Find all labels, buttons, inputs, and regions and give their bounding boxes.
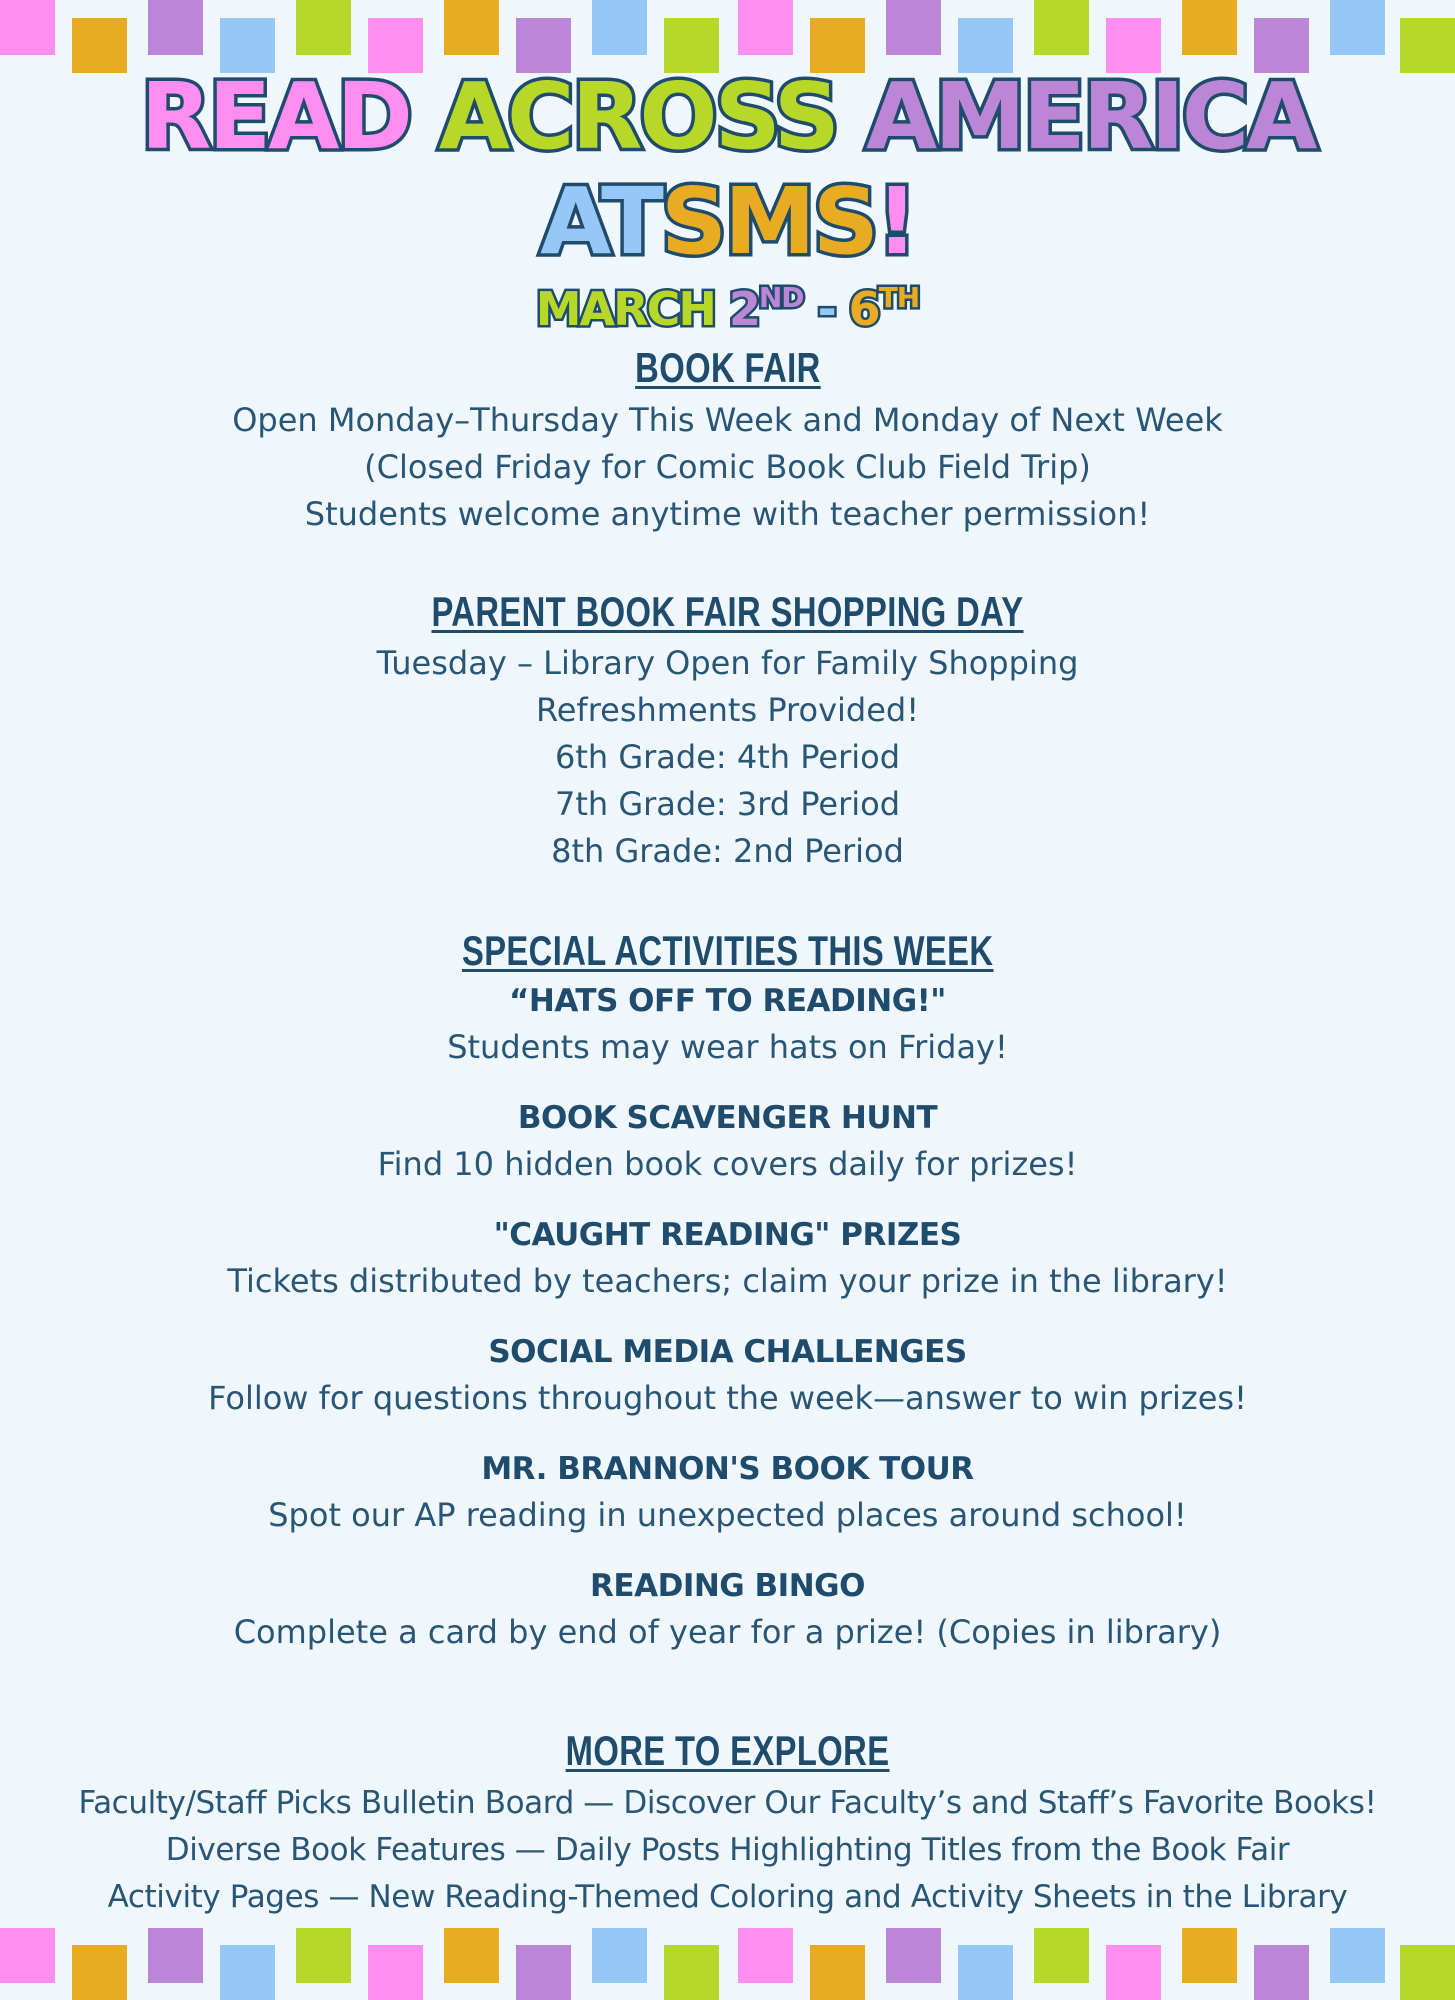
parent-shopping-day-section: [0, 587, 1455, 875]
parent-day-line: 7th Grade: 3rd Period: [554, 785, 901, 823]
square-decoration: [738, 0, 793, 55]
square-decoration: [592, 1928, 647, 1983]
activity-description: Find 10 hidden book covers daily for prizes!: [377, 1145, 1078, 1183]
more-to-explore-section: [0, 1726, 1455, 1921]
parent-day-line: 6th Grade: 4th Period: [554, 738, 900, 776]
date-start-num: 2: [728, 282, 759, 336]
date-dash: -: [817, 282, 835, 336]
headline-exclamation: !: [875, 168, 915, 275]
activity-name: SOCIAL MEDIA CHALLENGES: [488, 1334, 967, 1370]
square-decoration: [886, 1928, 941, 1983]
book-fair-line: (Closed Friday for Comic Book Club Field Trip): [364, 448, 1091, 486]
parent-day-line: Refreshments Provided!: [535, 691, 920, 729]
date-start: [729, 282, 804, 336]
square-decoration: [592, 0, 647, 55]
square-decoration: [444, 0, 499, 55]
square-decoration: [1182, 0, 1237, 55]
square-decoration: [0, 0, 55, 55]
square-decoration: [1034, 1928, 1089, 1983]
special-activities-title: SPECIAL ACTIVITIES THIS WEEK: [461, 927, 994, 974]
date-month: MARCH: [535, 282, 715, 336]
square-decoration: [296, 0, 351, 55]
activity-description: Students may wear hats on Friday!: [447, 1028, 1008, 1066]
special-activities-section: [0, 926, 1455, 1656]
explore-line: Activity Pages — New Reading-Themed Coloring and Activity Sheets in the Library: [107, 1879, 1348, 1915]
more-to-explore-title: MORE TO EXPLORE: [565, 1727, 890, 1774]
square-decoration: [0, 1928, 55, 1983]
explore-line: Diverse Book Features — Daily Posts Highlighting Titles from the Book Fair: [165, 1832, 1290, 1868]
square-decoration: [1034, 0, 1089, 55]
square-decoration: [148, 1928, 203, 1983]
book-fair-line: Students welcome anytime with teacher permission!: [304, 495, 1151, 533]
square-decoration: [1182, 1928, 1237, 1983]
activity-name: "CAUGHT READING" PRIZES: [493, 1217, 962, 1253]
date-end: [849, 282, 920, 336]
activity-name: BOOK SCAVENGER HUNT: [517, 1100, 938, 1136]
square-decoration: [886, 0, 941, 55]
activity-name: “HATS OFF TO READING!": [509, 983, 946, 1019]
activity-name: READING BINGO: [590, 1568, 865, 1604]
headline-word-read: READ: [140, 63, 410, 170]
date-end-num: 6: [848, 282, 879, 336]
headline-word-at: AT: [540, 168, 661, 275]
parent-day-line: Tuesday – Library Open for Family Shopping: [376, 644, 1079, 682]
headline-word-sms: SMS: [660, 168, 876, 275]
headline-at-sms: [0, 168, 1455, 275]
headline-word-across: ACROSS: [438, 63, 838, 170]
square-decoration: [1330, 0, 1385, 55]
book-fair-section: [0, 343, 1455, 538]
date-start-suffix: ND: [758, 281, 804, 314]
activity-description: Tickets distributed by teachers; claim your prize in the library!: [227, 1262, 1228, 1300]
headline-dates: [0, 268, 1455, 339]
square-decoration: [148, 0, 203, 55]
activity-description: Follow for questions throughout the week—answer to win prizes!: [208, 1379, 1247, 1417]
square-decoration: [1330, 1928, 1385, 1983]
square-decoration: [1254, 1945, 1309, 2000]
parent-shopping-day-title: PARENT BOOK FAIR SHOPPING DAY: [431, 588, 1024, 635]
square-decoration: [72, 1945, 127, 2000]
activity-description: Spot our AP reading in unexpected places around school!: [268, 1496, 1187, 1534]
square-decoration: [664, 1945, 719, 2000]
headline-word-america: AMERICA: [866, 63, 1315, 170]
explore-line: Faculty/Staff Picks Bulletin Board — Discover Our Faculty’s and Staff’s Favorite Books!: [78, 1785, 1377, 1821]
square-decoration: [1400, 1945, 1455, 2000]
square-decoration: [444, 1928, 499, 1983]
square-decoration: [368, 1945, 423, 2000]
square-decoration: [810, 1945, 865, 2000]
book-fair-title: BOOK FAIR: [634, 344, 821, 391]
square-decoration: [1106, 1945, 1161, 2000]
book-fair-line: Open Monday–Thursday This Week and Monday of Next Week: [232, 401, 1223, 439]
square-decoration: [738, 1928, 793, 1983]
parent-day-line: 8th Grade: 2nd Period: [551, 832, 904, 870]
headline-read-across-america: [0, 62, 1455, 172]
square-decoration: [516, 1945, 571, 2000]
activity-description: Complete a card by end of year for a prize! (Copies in library): [233, 1613, 1222, 1651]
square-decoration: [296, 1928, 351, 1983]
activity-name: MR. BRANNON'S BOOK TOUR: [481, 1451, 974, 1487]
date-end-suffix: TH: [878, 281, 920, 314]
square-decoration: [958, 1945, 1013, 2000]
bottom-square-border: [0, 1910, 1455, 2000]
square-decoration: [220, 1945, 275, 2000]
